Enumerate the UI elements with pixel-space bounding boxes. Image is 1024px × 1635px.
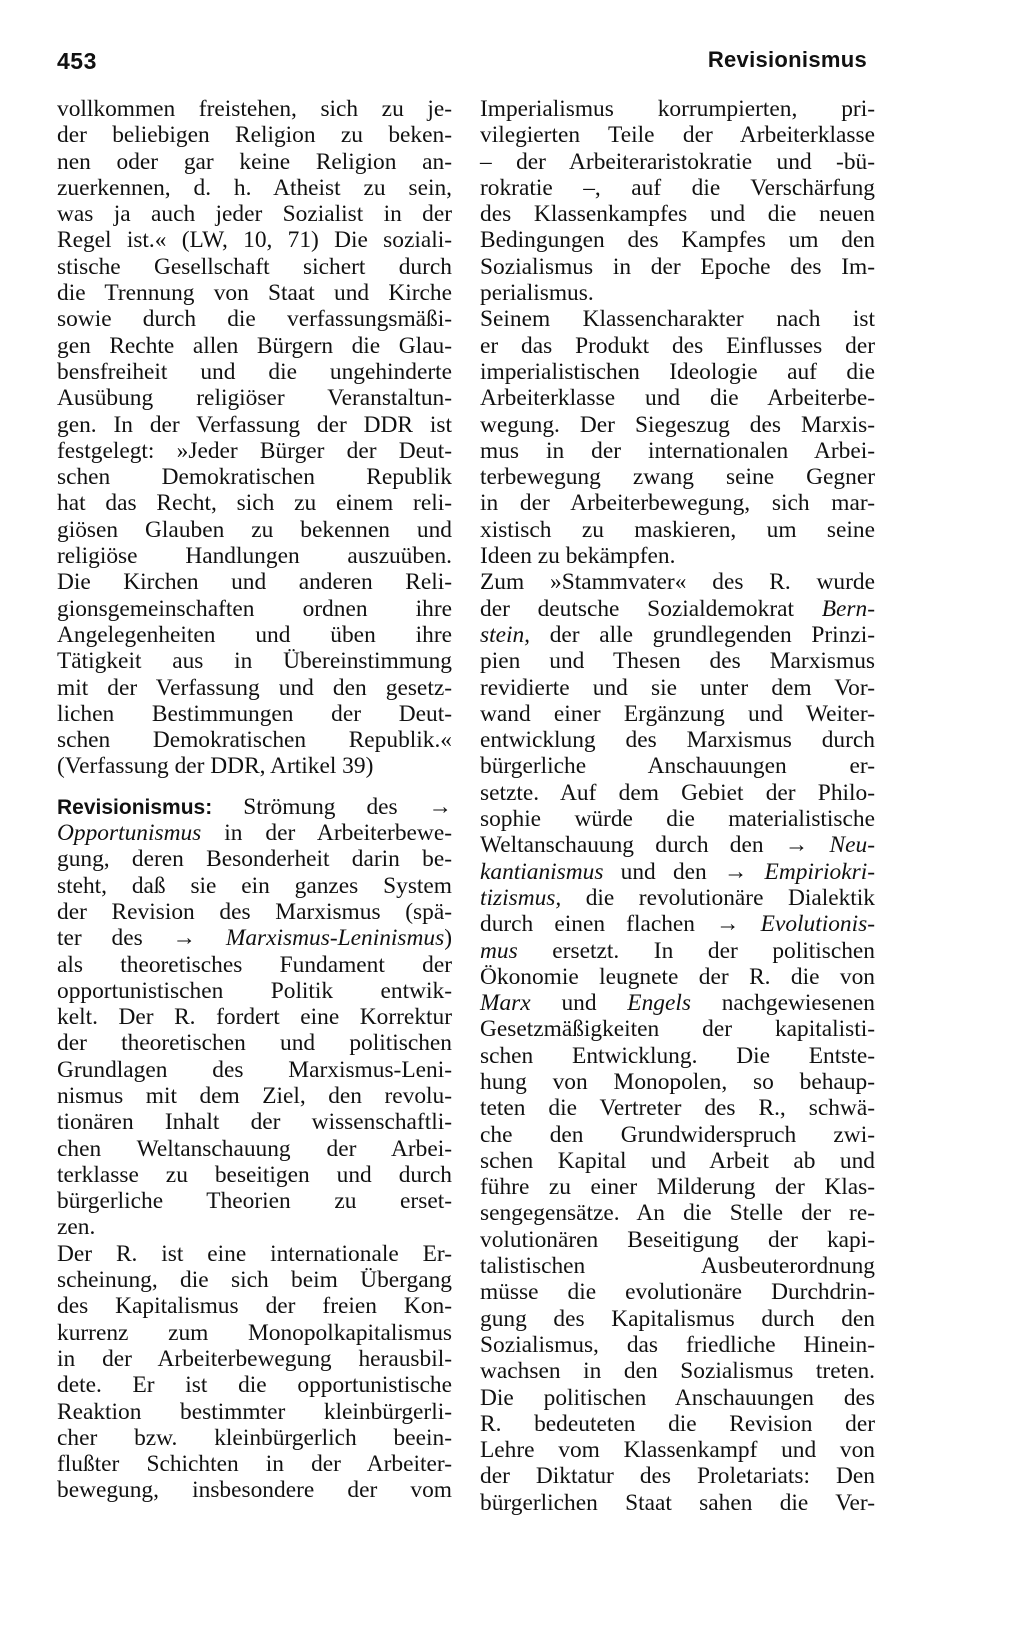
text-line: wachsen in den Sozialismus treten. [480, 1358, 875, 1385]
text-line: vilegierten Teile der Arbeiterklasse [480, 122, 875, 149]
text-line: bürgerlichen Staat sahen die Ver- [480, 1489, 875, 1516]
text-line: des Kapitalismus der freien Kon- [57, 1293, 452, 1320]
text-line: Sozialismus, das friedliche Hinein- [480, 1331, 875, 1358]
text-line [480, 885, 875, 911]
text-line: opportunistischen Politik entwik- [57, 977, 452, 1004]
text-line: Ökonomie leugnete der R. die von [480, 963, 875, 990]
entry-text: ter des → [57, 925, 226, 952]
text-line: schen Kapital und Arbeit ab und [480, 1147, 875, 1174]
left-column [57, 96, 452, 1504]
text-line: müsse die evolutionäre Durchdrin- [480, 1279, 875, 1306]
text-line: des Klassenkampfes und die neuen [480, 201, 875, 228]
text-line [480, 859, 875, 885]
text-line: Regel ist.« (LW, 10, 71) Die soziali- [57, 227, 452, 254]
cross-reference[interactable]: kantianismus [480, 858, 604, 885]
text-line: kurrenz zum Monopolkapitalismus [57, 1319, 452, 1346]
text-line: stische Gesellschaft sichert durch [57, 253, 452, 280]
text-line: Bedingungen des Kampfes um den [480, 227, 875, 254]
text-line: Die politischen Anschauungen des [480, 1384, 875, 1411]
right-column [480, 96, 875, 1516]
text-line: (Verfassung der DDR, Artikel 39) [57, 753, 374, 780]
text-line: volutionären Beseitigung der kapi- [480, 1226, 875, 1253]
text-line: chen Weltanschauung der Arbei- [57, 1135, 452, 1162]
text-line: che den Grundwiderspruch zwi- [480, 1121, 875, 1148]
text-line: rokratie –, auf die Verschärfung [480, 174, 875, 201]
cross-reference[interactable]: tizismus, [480, 884, 562, 911]
text-line: er das Produkt des Einflusses der [480, 332, 875, 359]
text-line [480, 990, 875, 1016]
text-line: als theoretisches Fundament der [57, 951, 452, 978]
entry-headword: Revisionismus: [57, 795, 213, 819]
text-line: nen oder gar keine Religion an- [57, 148, 452, 175]
text-line [480, 911, 875, 937]
text-line: Sozialismus in der Epoche des Im- [480, 253, 875, 280]
text-line: perialismus. [480, 280, 594, 307]
text-line: zuerkennen, d. h. Atheist zu sein, [57, 174, 452, 201]
text-line: terklasse zu beseitigen und durch [57, 1161, 452, 1188]
text-line: lichen Bestimmungen der Deut- [57, 700, 452, 727]
text-line: setzte. Auf dem Gebiet der Philo- [480, 779, 875, 806]
text-line: revidierte und sie unter dem Vor- [480, 674, 875, 701]
text-line: vollkommen freistehen, sich zu je- [57, 96, 452, 122]
text-line: xistisch zu maskieren, um seine [480, 516, 875, 543]
entry-text: ersetzt. In der politischen [517, 937, 875, 964]
text-line: flußter Schichten in der Arbeiter- [57, 1451, 452, 1478]
text-line: Arbeiterklasse und die Arbeiterbe- [480, 385, 875, 412]
text-line: Zum »Stammvater« des R. wurde [480, 569, 875, 596]
text-line: pien und Thesen des Marxismus [480, 648, 875, 675]
entry-text: durch einen flachen → [480, 911, 761, 938]
entry-text: der deutsche Sozialdemokrat [480, 595, 822, 622]
text-line: Grundlagen des Marxismus-Leni- [57, 1056, 452, 1083]
text-line [480, 596, 875, 622]
person-name: Marx [480, 990, 531, 1017]
text-line: bensfreiheit und die ungehinderte [57, 358, 452, 385]
text-line: gung des Kapitalismus durch den [480, 1305, 875, 1332]
text-line: bewegung, insbesondere der vom [57, 1477, 452, 1504]
entry-text: die revolutionäre Dialektik [561, 884, 875, 911]
text-line: in der Arbeiterbewegung, sich mar- [480, 490, 875, 517]
text-line [57, 794, 452, 820]
page-number: 453 [57, 48, 97, 74]
text-line: schen Demokratischen Republik.« [57, 727, 452, 754]
text-line: R. bedeuteten die Revision der [480, 1410, 875, 1437]
text-line: der Revision des Marxismus (spä- [57, 898, 452, 925]
text-line: nismus mit dem Ziel, den revolu- [57, 1082, 452, 1109]
text-line: terbewegung zwang seine Gegner [480, 464, 875, 491]
person-name: Bern- [821, 595, 875, 622]
text-line: giösen Glauben zu bekennen und [57, 516, 452, 543]
entry-revisionismus [57, 794, 452, 1504]
text-line: gen Rechte allen Bürgern die Glau- [57, 332, 452, 359]
text-line: bürgerliche Theorien zu erset- [57, 1188, 452, 1215]
entry-text: ) [444, 925, 452, 952]
text-line: der beliebigen Religion zu beken- [57, 122, 452, 149]
entry-text: und den → [603, 858, 765, 885]
text-line: gen. In der Verfassung der DDR ist [57, 411, 452, 438]
text-line [480, 938, 875, 964]
text-line: Der R. ist eine internationale Er- [57, 1240, 452, 1267]
text-line: cher bzw. kleinbürgerlich beein- [57, 1424, 452, 1451]
text-line: der theoretischen und politischen [57, 1030, 452, 1057]
text-line: Tätigkeit aus in Übereinstimmung [57, 648, 452, 675]
cross-reference[interactable]: Neu- [829, 832, 875, 859]
text-line: wegung. Der Siegeszug des Marxis- [480, 411, 875, 438]
entry-text: und [530, 990, 628, 1017]
text-line: hat das Recht, sich zu einem reli- [57, 490, 452, 517]
text-line: Lehre vom Klassenkampf und von [480, 1437, 875, 1464]
text-line: wand einer Ergänzung und Weiter- [480, 700, 875, 727]
left-para-1 [57, 96, 452, 780]
person-name: stein, [480, 621, 531, 648]
text-line: in der Arbeiterbewegung herausbil- [57, 1345, 452, 1372]
cross-reference[interactable]: Opportunismus [57, 820, 202, 847]
text-line: talistischen Ausbeuterordnung [480, 1253, 875, 1280]
text-line: Imperialismus korrumpierten, pri- [480, 96, 875, 122]
text-line: religiöse Handlungen auszuüben. [57, 543, 452, 570]
text-line [480, 832, 875, 858]
text-line [57, 820, 452, 846]
text-line: schen Entwicklung. Die Entste- [480, 1042, 875, 1069]
text-line: bürgerliche Anschauungen er- [480, 753, 875, 780]
text-line: gionsgemeinschaften ordnen ihre [57, 595, 452, 622]
text-line: zen. [57, 1214, 96, 1241]
text-line: mus in der internationalen Arbei- [480, 437, 875, 464]
cross-reference[interactable]: Marxismus-Leninismus [225, 925, 445, 952]
text-line: führe zu einer Milderung der Klas- [480, 1174, 875, 1201]
text-line: der Diktatur des Proletariats: Den [480, 1463, 875, 1490]
text-line: teten die Vertreter des R., schwä- [480, 1095, 875, 1122]
text-line: Angelegenheiten und üben ihre [57, 621, 452, 648]
cross-reference[interactable]: Empiriokri- [764, 858, 875, 885]
person-name: Engels [627, 990, 691, 1017]
text-line: Reaktion bestimmter kleinbürgerli- [57, 1398, 452, 1425]
entry-text: nachgewiesenen [690, 990, 875, 1017]
text-line [480, 622, 875, 648]
text-line: sengegensätze. An die Stelle der re- [480, 1200, 875, 1227]
text-line: Ideen zu bekämpfen. [480, 543, 676, 570]
text-line: Die Kirchen und anderen Reli- [57, 569, 452, 596]
text-line: sowie durch die verfassungsmäßi- [57, 306, 452, 333]
text-line: scheinung, die sich beim Übergang [57, 1267, 452, 1294]
text-line: steht, daß sie ein ganzes System [57, 872, 452, 899]
text-line: was ja auch jeder Sozialist in der [57, 201, 452, 228]
text-line: gung, deren Besonderheit darin be- [57, 846, 452, 873]
text-line [57, 925, 452, 951]
text-line: die Trennung von Staat und Kirche [57, 280, 452, 307]
entry-text: Strömung des → [212, 793, 452, 820]
entry-text: in der Arbeiterbewe- [201, 820, 452, 847]
text-line: imperialistischen Ideologie auf die [480, 358, 875, 385]
text-line: festgelegt: »Jeder Bürger der Deut- [57, 437, 452, 464]
cross-reference[interactable]: Evolutionis- [760, 911, 875, 938]
text-line: – der Arbeiteraristokratie und -bü- [480, 148, 875, 175]
text-line: Ausübung religiöser Veranstaltun- [57, 385, 452, 412]
text-line: hung von Monopolen, so behaup- [480, 1068, 875, 1095]
text-line: schen Demokratischen Republik [57, 464, 452, 491]
entry-text: der alle grundlegenden Prinzi- [530, 621, 875, 648]
text-line: entwicklung des Marxismus durch [480, 727, 875, 754]
running-head: Revisionismus [707, 47, 867, 72]
text-line: Gesetzmäßigkeiten der kapitalisti- [480, 1016, 875, 1043]
text-line: Seinem Klassencharakter nach ist [480, 306, 875, 333]
text-line: mit der Verfassung und den gesetz- [57, 674, 452, 701]
text-line: kelt. Der R. fordert eine Korrektur [57, 1004, 452, 1031]
text-line: sophie würde die materialistische [480, 806, 875, 833]
cross-reference[interactable]: mus [480, 937, 518, 964]
text-line: dete. Er ist die opportunistische [57, 1372, 452, 1399]
text-line: tionären Inhalt der wissenschaftli- [57, 1109, 452, 1136]
entry-text: Weltanschauung durch den → [480, 832, 830, 859]
